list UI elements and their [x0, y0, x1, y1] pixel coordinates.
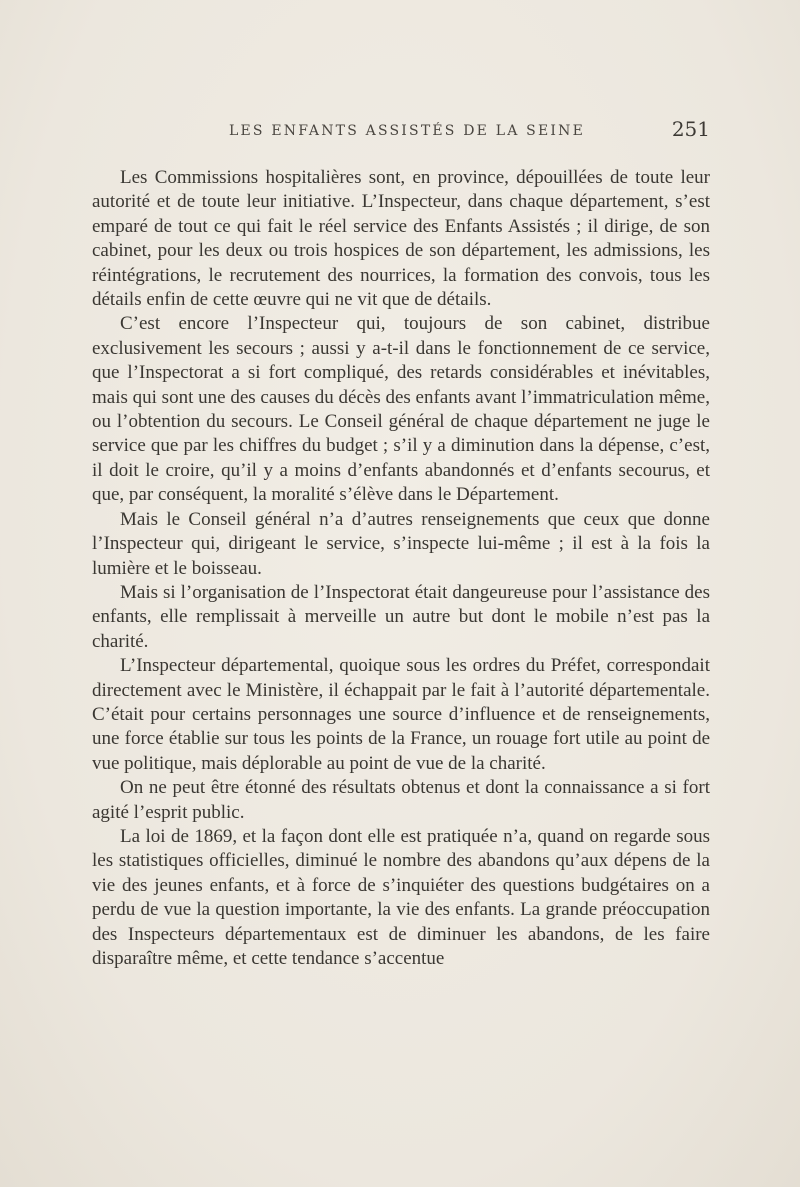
running-title: LES ENFANTS ASSISTÉS DE LA SEINE: [229, 123, 585, 139]
page-number: 251: [671, 117, 710, 141]
paragraph: Les Commissions hospitalières sont, en province, dépouillées de toute leur autorité et de toute leur initiative. L’Inspecteur, dans chaque département, s’est emparé de tout ce qui fait le réel service des Enfants Assistés ; il dirige, de son cabinet, pour les deux ou trois hospices de son département, les admissions, les réintégrations, le recrutement des nourrices, la formation des convois, tous les détails enfin de cette œuvre qui ne vit que de détails.: [92, 167, 710, 311]
paragraph: L’Inspecteur départemental, quoique sous les ordres du Préfet, correspondait directement avec le Ministère, il échappait par le fait à l’autorité départementale. C’était pour certains personnages une source d’influence et de renseignements, une force établie sur tous les points de la France, un rouage fort utile au point de vue politique, mais déplorable au point de vue de la charité.: [92, 655, 710, 774]
paragraph: Mais si l’organisation de l’Inspectorat était dangeureuse pour l’assistance des enfants, elle remplissait à merveille un autre but dont le mobile n’est pas la charité.: [92, 581, 710, 652]
paragraph: La loi de 1869, et la façon dont elle est pratiquée n’a, quand on regarde sous les statistiques officielles, diminué le nombre des abandons qu’aux dépens de la vie des jeunes enfants, et à force de s’inquiéter des questions budgétaires on a perdu de vue la question importante, la vie des enfants. La grande préoccupation des Inspecteurs départementaux est de diminuer les abandons, de les faire disparaître même, et cette tendance s’accentue: [92, 825, 710, 969]
paragraph: C’est encore l’Inspecteur qui, toujours de son cabinet, distribue exclusivement les secours ; aussi y a-t-il dans le fonctionnement de ce service, que l’Inspectorat a si fort compliqué, des retards considérables et inévitables, mais qui sont une des causes du décès des enfants avant l’immatriculation même, ou l’obtention du secours. Le Conseil général de chaque département ne juge le service que par les chiffres du budget ; s’il y a diminution dans la dépense, c’est, il doit le croire, qu’il y a moins d’enfants abandonnés et d’enfants secourus, et que, par conséquent, la moralité s’élève dans le Département.: [92, 313, 710, 506]
paragraph: On ne peut être étonné des résultats obtenus et dont la connaissance a si fort agité l’esprit public.: [92, 777, 710, 823]
body-text: [92, 166, 710, 971]
paragraph: Mais le Conseil général n’a d’autres renseignements que ceux que donne l’Inspecteur qui, dirigeant le service, s’inspecte lui-même ; il est à la fois la lumière et le boisseau.: [92, 508, 710, 579]
running-head: [92, 117, 710, 147]
